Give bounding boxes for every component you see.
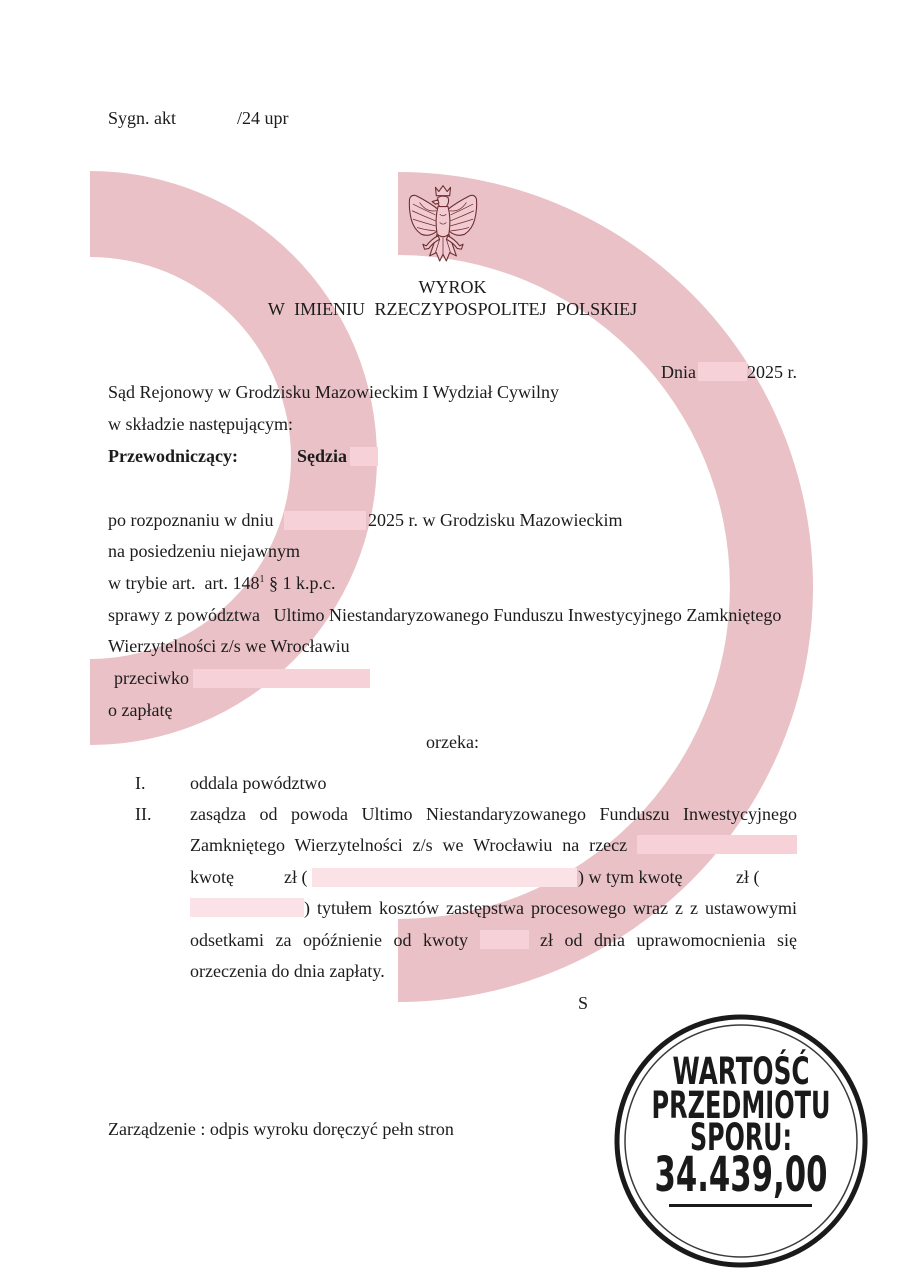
ruling-2-line-2-text: Zamkniętego Wierzytelności z/s we Wrocławiu na rzecz xyxy=(190,835,628,855)
ruling-2-line-4-text: ) tytułem kosztów zastępstwa procesowego wraz z z ustawowymi xyxy=(304,898,797,918)
redaction xyxy=(190,898,304,917)
ruling-2-line-5-b: zł od dnia uprawomocnienia się xyxy=(540,930,798,950)
case-number-label: Sygn. akt xyxy=(108,108,177,128)
ruling-2-line-5 xyxy=(190,929,797,951)
procedure-rest: § 1 k.p.c. xyxy=(264,573,336,593)
procedure-basis xyxy=(108,572,335,594)
redaction xyxy=(637,835,797,854)
hearing-date-label: po rozpoznaniu w dniu xyxy=(108,510,274,530)
ruling-2-line-2 xyxy=(190,834,797,856)
stamp-underline xyxy=(669,1204,812,1207)
presiding-label: Przewodniczący: xyxy=(108,446,238,466)
procedure-text: w trybie art. art. 148 xyxy=(108,573,260,593)
case-number-suffix: /24 upr xyxy=(237,108,289,128)
stamp-line-2: PRZEDMIOTU xyxy=(651,1084,831,1127)
composition-label: w składzie następującym: xyxy=(108,414,293,434)
ruling-2-line-6: orzeczenia do dnia zapłaty. xyxy=(190,961,385,981)
defendant-label: przeciwko xyxy=(114,668,189,688)
procedure-superscript: 1 xyxy=(259,574,265,585)
document-subtitle: W IMIENIU RZECZYPOSPOLITEJ POLSKIEJ xyxy=(267,299,638,319)
ruling-intro: orzeka: xyxy=(426,732,479,752)
claimant-line-1: sprawy z powództwa Ultimo Niestandaryzowanego Funduszu Inwestycyjnego Zamkniętego xyxy=(108,605,782,625)
ruling-2-including-label: ) w tym kwotę xyxy=(578,867,683,887)
stamp-line-3: SPORU: xyxy=(690,1116,792,1159)
judge-title: Sędzia xyxy=(297,446,348,466)
redaction xyxy=(312,868,577,887)
ruling-2-currency-open: zł ( xyxy=(284,867,308,887)
ruling-2-amount-label: kwotę xyxy=(190,867,234,887)
date-year: 2025 r. xyxy=(746,362,797,382)
stamp-line-1: WARTOŚĆ xyxy=(672,1050,878,1093)
redaction xyxy=(480,930,529,949)
ruling-2-line-4 xyxy=(190,897,797,919)
ruling-2-currency-open-2: zł ( xyxy=(736,867,760,887)
redaction xyxy=(350,447,378,466)
hearing-date-rest: 2025 r. w Grodzisku Mazowieckim xyxy=(368,510,623,530)
redaction xyxy=(284,511,366,530)
ruling-2-line-5-a: odsetkami za opóźnienie od kwoty xyxy=(190,930,468,950)
polish-eagle-icon xyxy=(401,184,485,271)
claimant-line-2: Wierzytelności z/s we Wrocławiu xyxy=(108,636,350,656)
stamp-amount: 34.439,00 xyxy=(654,1147,828,1203)
service-order: Zarządzenie : odpis wyroku doręczyć pełn stron xyxy=(108,1119,454,1139)
ruling-2-line-1: zasądza od powoda Ultimo Niestandaryzowanego Funduszu Inwestycyjnego xyxy=(190,804,797,824)
date-label: Dnia xyxy=(660,362,696,382)
ruling-numeral-2: II. xyxy=(135,804,152,824)
court-name: Sąd Rejonowy w Grodzisku Mazowieckim I Wydział Cywilny xyxy=(108,382,560,402)
session-type: na posiedzeniu niejawnym xyxy=(108,541,300,561)
document-title: WYROK xyxy=(418,277,487,297)
signature-fragment: S xyxy=(578,993,589,1013)
claim-subject: o zapłatę xyxy=(108,700,173,720)
ruling-numeral-1: I. xyxy=(135,773,146,793)
judgment-date xyxy=(643,339,797,405)
ruling-text-1: oddala powództwo xyxy=(190,773,327,793)
value-stamp xyxy=(612,1012,878,1270)
redaction xyxy=(193,669,370,688)
redaction xyxy=(698,362,747,381)
